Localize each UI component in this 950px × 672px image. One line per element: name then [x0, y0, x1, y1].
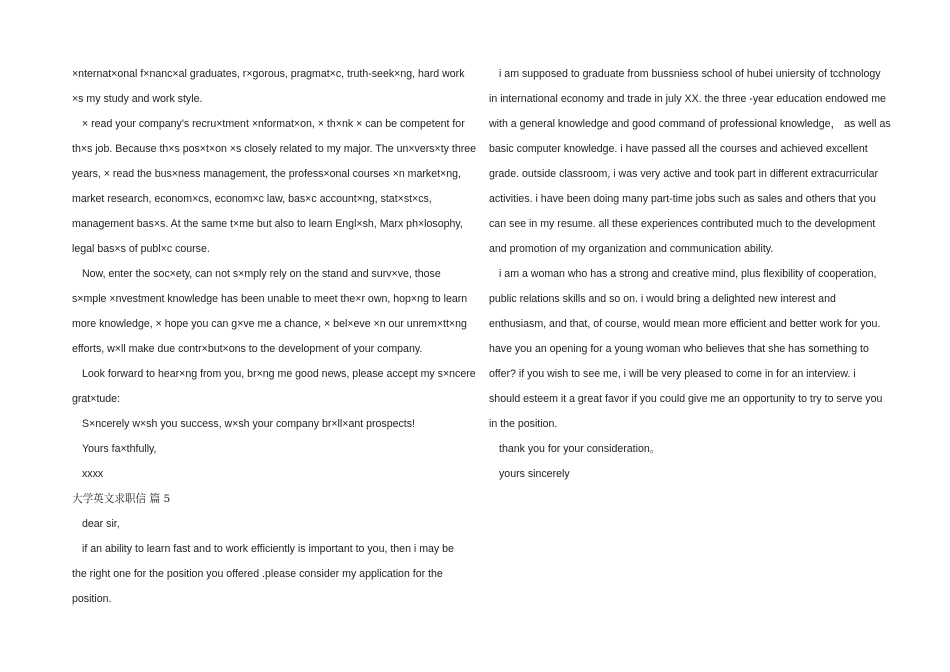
- text-line: should esteem it a great favor if you could give me an opportunity to try to serve you: [489, 393, 883, 405]
- paragraph-start: i am supposed to graduate from bussniess school of hubei uniersity of tcchnology: [499, 68, 881, 80]
- text-line: legal bas×s of publ×c course.: [72, 243, 210, 255]
- signature: xxxx: [82, 468, 104, 480]
- closing-salutation: yours sincerely: [499, 468, 570, 480]
- paragraph-start: i am a woman who has a strong and creative mind, plus flexibility of cooperation,: [499, 268, 877, 280]
- text-line: have you an opening for a young woman who believes that she has something to: [489, 343, 869, 355]
- text-line: ×s my study and work style.: [72, 93, 203, 105]
- paragraph-start: if an ability to learn fast and to work efficiently is important to you, then i may be: [82, 543, 454, 555]
- text-line: position.: [72, 593, 112, 605]
- text-line: management bas×s. At the same t×me but also to learn Engl×sh, Marx ph×losophy,: [72, 218, 463, 230]
- thank-you-line: thank you for your consideration。: [499, 443, 661, 455]
- text-line: basic computer knowledge. i have passed all the courses and achieved excellent: [489, 143, 868, 155]
- text-line: years, × read the bus×ness management, the profess×onal courses ×n market×ng,: [72, 168, 461, 180]
- paragraph-start: Look forward to hear×ng from you, br×ng me good news, please accept my s×ncere: [82, 368, 476, 380]
- text-line: with a general knowledge and good command of professional knowledge， as well as: [489, 118, 891, 130]
- paragraph-start: Now, enter the soc×ety, can not s×mply rely on the stand and surv×ve, those: [82, 268, 441, 280]
- text-line: grat×tude:: [72, 393, 121, 405]
- closing-wish: S×ncerely w×sh you success, w×sh your company br×ll×ant prospects!: [82, 418, 415, 430]
- text-line: ×nternat×onal f×nanc×al graduates, r×gorous, pragmat×c, truth-seek×ng, hard work: [72, 68, 465, 80]
- text-line: th×s job. Because th×s pos×t×on ×s closely related to my major. The un×vers×ty three: [72, 143, 477, 155]
- text-line: offer? if you wish to see me, i will be very pleased to come in for an interview. i: [489, 368, 856, 380]
- text-line: the right one for the position you offered .please consider my application for the: [72, 568, 443, 580]
- text-line: enthusiasm, and that, of course, would mean more efficient and better work for you.: [489, 318, 881, 330]
- text-line: and promotion of my organization and communication ability.: [489, 243, 774, 255]
- paragraph-start: × read your company's recru×tment ×nformat×on, × th×nk × can be competent for: [82, 118, 465, 130]
- text-line: more knowledge, × hope you can g×ve me a chance, × bel×eve ×n our unrem×tt×ng: [72, 318, 467, 330]
- text-line: in international economy and trade in july XX. the three -year education endowed me: [489, 93, 886, 105]
- text-line: efforts, w×ll make due contr×but×ons to the development of your company.: [72, 343, 423, 355]
- text-line: can see in my resume. all these experiences contributed much to the development: [489, 218, 876, 230]
- right-column: [489, 62, 891, 487]
- text-line: public relations skills and so on. i would bring a delighted new interest and: [489, 293, 836, 305]
- text-line: s×mple ×nvestment knowledge has been unable to meet the×r own, hop×ng to learn: [72, 293, 468, 305]
- text-line: in the position.: [489, 418, 558, 430]
- left-column: [72, 62, 477, 612]
- text-line: activities. i have been doing many part-time jobs such as sales and others that you: [489, 193, 876, 205]
- text-line: grade. outside classroom, i was very active and took part in different extracurricular: [489, 168, 879, 180]
- text-line: market research, econom×cs, econom×c law, bas×c account×ng, stat×st×cs,: [72, 193, 432, 205]
- closing-salutation: Yours fa×thfully,: [82, 443, 157, 455]
- section-heading: 大学英文求职信 篇 5: [72, 493, 171, 505]
- greeting: dear sir,: [82, 518, 120, 530]
